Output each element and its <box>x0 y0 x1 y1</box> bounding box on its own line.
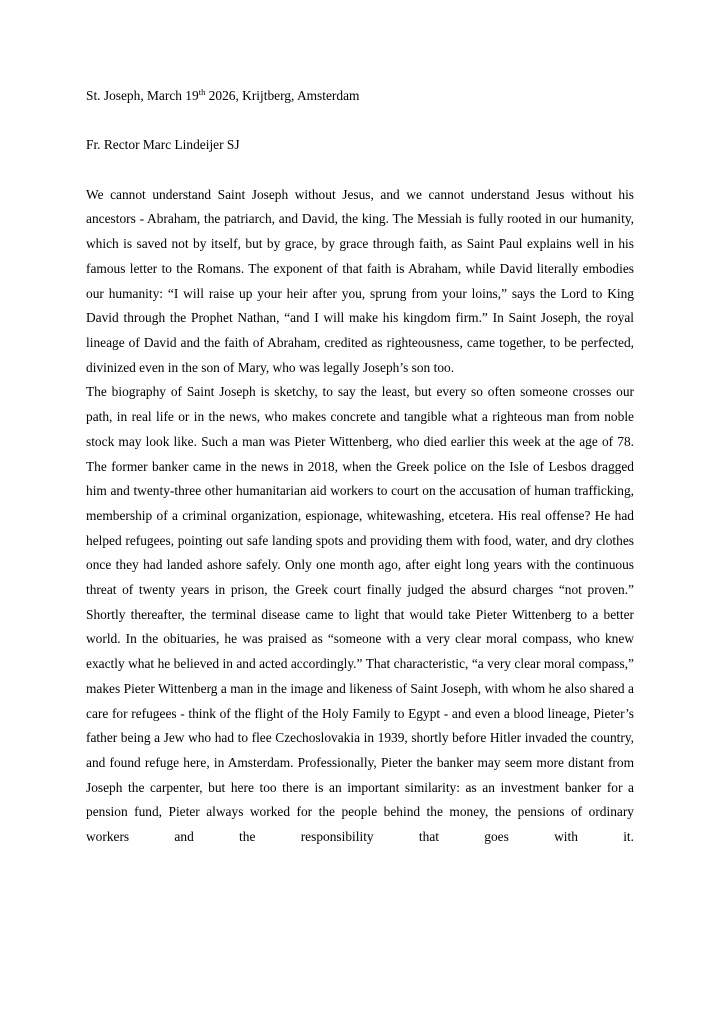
paragraph-2: The biography of Saint Joseph is sketchy, to say the least, but every so often someone crosses our path, in real life or in the news, who makes concrete and tangible what a righteous man from noble stock may look like. Such a man was Pieter Wittenberg, who died earlier this week at the age of 78. The former banker came in the news in 2018, when the Greek police on the Isle of Lesbos dragged him and twenty-three other humanitarian aid workers to court on the accusation of human trafficking, membership of a criminal organization, espionage, whitewashing, etcetera. His real offense? He had helped refugees, pointing out safe landing spots and providing them with food, water, and dry clothes once they had landed ashore safely. Only one month ago, after eight long years with the continuous threat of twenty years in prison, the Greek court finally judged the absurd charges “not proven.” Shortly thereafter, the terminal disease came to light that would take Pieter Wittenberg to a better world. In the obituaries, he was praised as “someone with a very clear moral compass, who knew exactly what he believed in and acted accordingly.” That characteristic, “a very clear moral compass,” makes Pieter Wittenberg a man in the image and likeness of Saint Joseph, with whom he also shared a care for refugees - think of the flight of the Holy Family to Egypt - and even a blood lineage, Pieter’s father being a Jew who had to flee Czechoslovakia in 1939, shortly before Hitler invaded the country, and found refuge here, in Amsterdam. Professionally, Pieter the banker may seem more distant from Joseph the carpenter, but here too there is an important similarity: as an investment banker for a pension fund, Pieter always worked for the people behind the money, the pensions of ordinary workers and the responsibility that goes with it. <box>86 384 634 845</box>
ordinal-suffix: th <box>198 87 206 97</box>
document-body <box>86 84 634 850</box>
date-place-text: 2026, Krijtberg, Amsterdam <box>205 88 360 103</box>
occasion-text: St. Joseph, March 19 <box>86 88 199 103</box>
author-line: Fr. Rector Marc Lindeijer SJ <box>86 137 240 153</box>
paragraph-1: We cannot understand Saint Joseph without Jesus, and we cannot understand Jesus without his ancestors - Abraham, the patriarch, and David, the king. The Messiah is fully rooted in our humanity, which is saved not by itself, but by grace, by grace through faith, as Saint Paul explains well in his famous letter to the Romans. The exponent of that faith is Abraham, while David literally embodies our humanity: “I will raise up your heir after you, sprung from your loins,” says the Lord to King David through the Prophet Nathan, “and I will make his kingdom firm.” In Saint Joseph, the royal lineage of David and the faith of Abraham, credited as righteousness, came together, to be perfected, divinized even in the son of Mary, who was legally Joseph’s son too. <box>86 186 634 375</box>
occasion-line <box>86 84 634 109</box>
